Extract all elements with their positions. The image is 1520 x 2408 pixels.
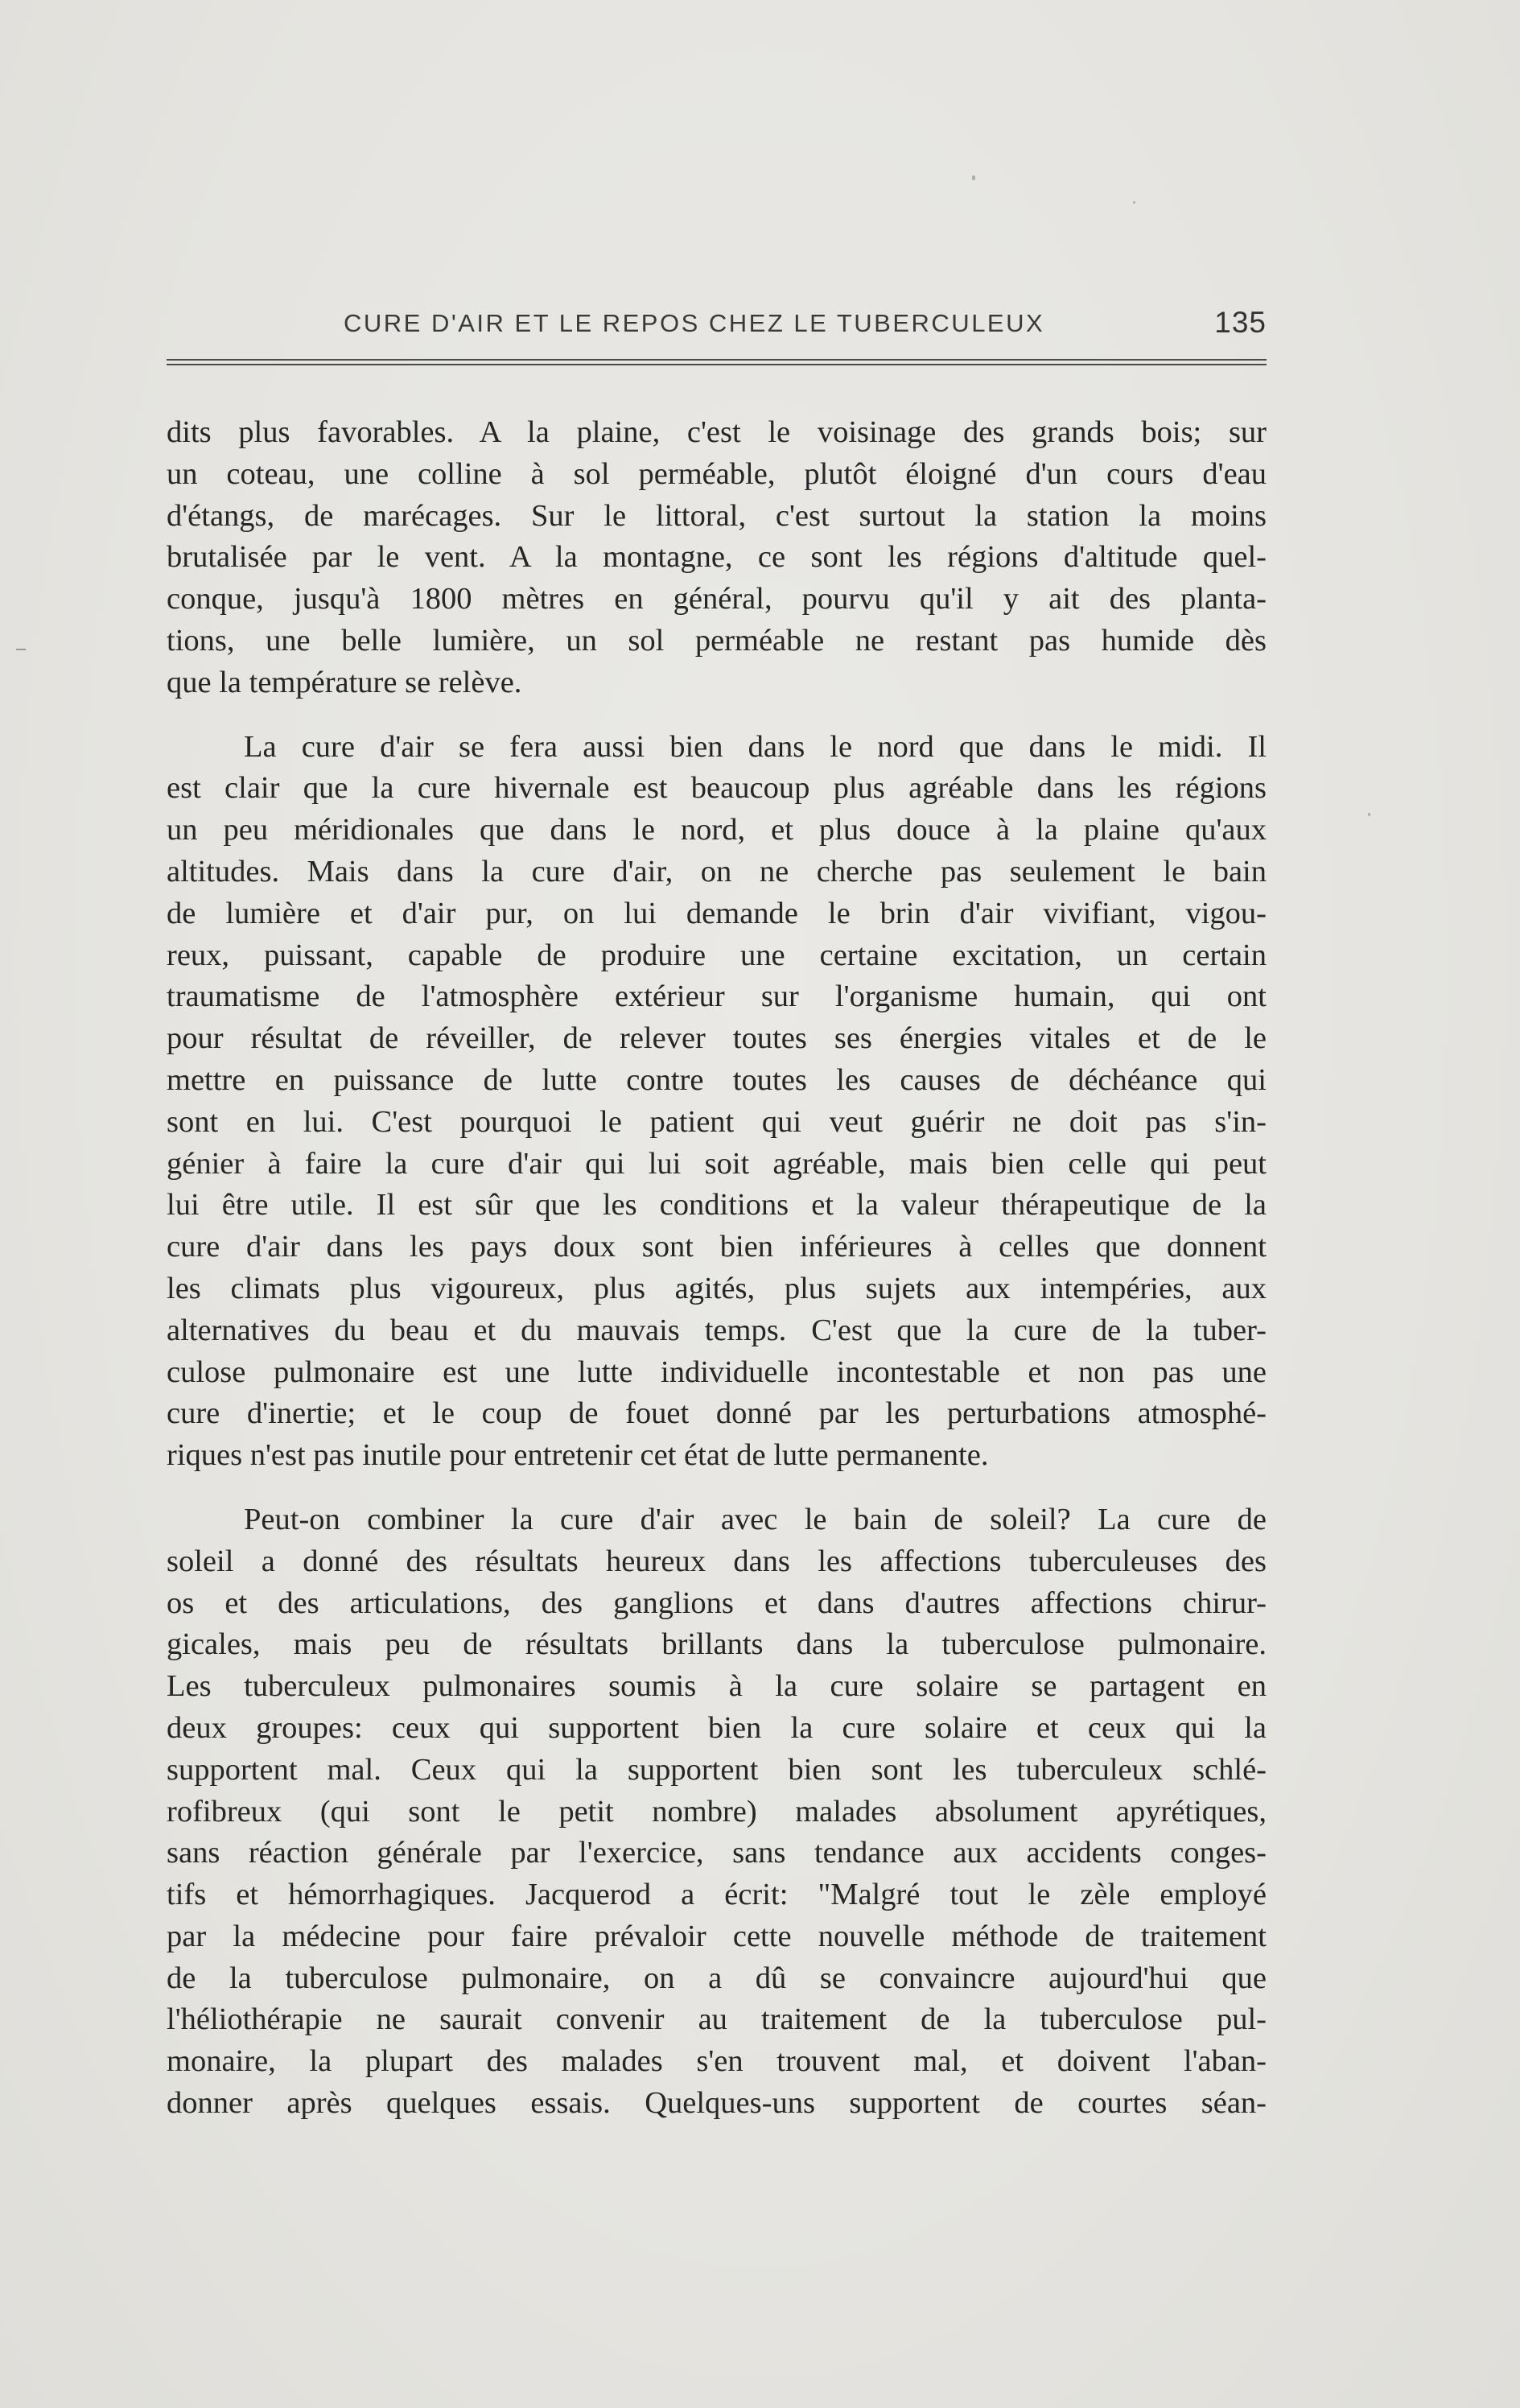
paragraph-2 bbox=[167, 727, 1267, 1477]
text-line: cure d'inertie; et le coup de fouet donné par les perturbations atmosphé- bbox=[167, 1396, 1267, 1431]
text-line: monaire, la plupart des malades s'en trouvent mal, et doivent l'aban- bbox=[167, 2044, 1267, 2079]
text-line: un peu méridionales que dans le nord, et plus douce à la plaine qu'aux bbox=[167, 813, 1267, 847]
text-line: soleil a donné des résultats heureux dans les affections tuberculeuses des bbox=[167, 1544, 1267, 1578]
running-title: CURE D'AIR ET LE REPOS CHEZ LE TUBERCULEUX bbox=[344, 309, 1045, 337]
text-line: Peut-on combiner la cure d'air avec le bain de soleil? La cure de bbox=[244, 1502, 1267, 1536]
text-line: riques n'est pas inutile pour entretenir cet état de lutte permanente. bbox=[167, 1438, 989, 1473]
text-line: sont en lui. C'est pourquoi le patient qui veut guérir ne doit pas s'in- bbox=[167, 1104, 1267, 1139]
text-line: traumatisme de l'atmosphère extérieur sur l'organisme humain, qui ont bbox=[167, 979, 1267, 1014]
paragraph-3 bbox=[167, 1499, 1267, 2125]
page-number: 135 bbox=[1214, 306, 1267, 339]
text-line: reux, puissant, capable de produire une certaine excitation, un certain bbox=[167, 938, 1267, 972]
text-line: génier à faire la cure d'air qui lui soit agréable, mais bien celle qui peut bbox=[167, 1146, 1267, 1181]
margin-mark bbox=[16, 649, 26, 650]
text-line: alternatives du beau et du mauvais temps. C'est que la cure de la tuber- bbox=[167, 1313, 1267, 1347]
text-line: de lumière et d'air pur, on lui demande le brin d'air vivifiant, vigou- bbox=[167, 896, 1267, 930]
text-line: pour résultat de réveiller, de relever toutes ses énergies vitales et de le bbox=[167, 1021, 1267, 1056]
text-line: est clair que la cure hivernale est beaucoup plus agréable dans les régions bbox=[167, 771, 1267, 806]
text-line: culose pulmonaire est une lutte individuelle incontestable et non pas une bbox=[167, 1354, 1267, 1389]
text-line: donner après quelques essais. Quelques-uns supportent de courtes séan- bbox=[167, 2086, 1267, 2121]
text-line: rofibreux (qui sont le petit nombre) malades absolument apyrétiques, bbox=[167, 1794, 1267, 1829]
text-line: mettre en puissance de lutte contre toutes les causes de déchéance qui bbox=[167, 1062, 1267, 1097]
text-line: les climats plus vigoureux, plus agités, plus sujets aux intempéries, aux bbox=[167, 1271, 1267, 1305]
text-line: supportent mal. Ceux qui la supportent bien sont les tuberculeux schlé- bbox=[167, 1752, 1267, 1787]
text-line: cure d'air dans les pays doux sont bien inférieures à celles que donnent bbox=[167, 1230, 1267, 1264]
text-line: par la médecine pour faire prévaloir cette nouvelle méthode de traitement bbox=[167, 1919, 1267, 1953]
text-line: de la tuberculose pulmonaire, on a dû se convaincre aujourd'hui que bbox=[167, 1961, 1267, 1995]
text-line: sans réaction générale par l'exercice, sans tendance aux accidents conges- bbox=[167, 1836, 1267, 1870]
paragraph-1 bbox=[167, 412, 1267, 704]
text-line: un coteau, une colline à sol perméable, plutôt éloigné d'un cours d'eau bbox=[167, 456, 1267, 491]
text-line: gicales, mais peu de résultats brillants dans la tuberculose pulmonaire. bbox=[167, 1627, 1267, 1662]
text-line: Les tuberculeux pulmonaires soumis à la cure solaire se partagent en bbox=[167, 1669, 1267, 1704]
header-rule-bottom bbox=[167, 364, 1267, 365]
text-line: La cure d'air se fera aussi bien dans le nord que dans le midi. Il bbox=[244, 729, 1267, 764]
text-line: conque, jusqu'à 1800 mètres en général, pourvu qu'il y ait des planta- bbox=[167, 582, 1267, 616]
text-line: lui être utile. Il est sûr que les conditions et la valeur thérapeutique de la bbox=[167, 1188, 1267, 1223]
paper-speck bbox=[1133, 201, 1135, 204]
text-line: deux groupes: ceux qui supportent bien la cure solaire et ceux qui la bbox=[167, 1710, 1267, 1745]
text-line: altitudes. Mais dans la cure d'air, on ne cherche pas seulement le bain bbox=[167, 854, 1267, 889]
text-line: l'héliothérapie ne saurait convenir au traitement de la tuberculose pul- bbox=[167, 2002, 1267, 2037]
text-line: dits plus favorables. A la plaine, c'est le voisinage des grands bois; sur bbox=[167, 415, 1267, 449]
text-line: d'étangs, de marécages. Sur le littoral, c'est surtout la station la moins bbox=[167, 498, 1267, 533]
paper-speck bbox=[1368, 813, 1370, 816]
text-line: tions, une belle lumière, un sol perméable ne restant pas humide dès bbox=[167, 623, 1267, 658]
text-line: brutalisée par le vent. A la montagne, ce sont les régions d'altitude quel- bbox=[167, 540, 1267, 575]
body-text bbox=[167, 412, 1267, 2125]
text-line: que la température se relève. bbox=[167, 665, 522, 699]
paper-speck bbox=[972, 175, 975, 180]
text-line: os et des articulations, des ganglions et dans d'autres affections chirur- bbox=[167, 1585, 1267, 1620]
running-header bbox=[167, 306, 1267, 346]
header-rule-top bbox=[167, 359, 1267, 361]
text-line: tifs et hémorrhagiques. Jacquerod a écrit: "Malgré tout le zèle employé bbox=[167, 1878, 1267, 1912]
